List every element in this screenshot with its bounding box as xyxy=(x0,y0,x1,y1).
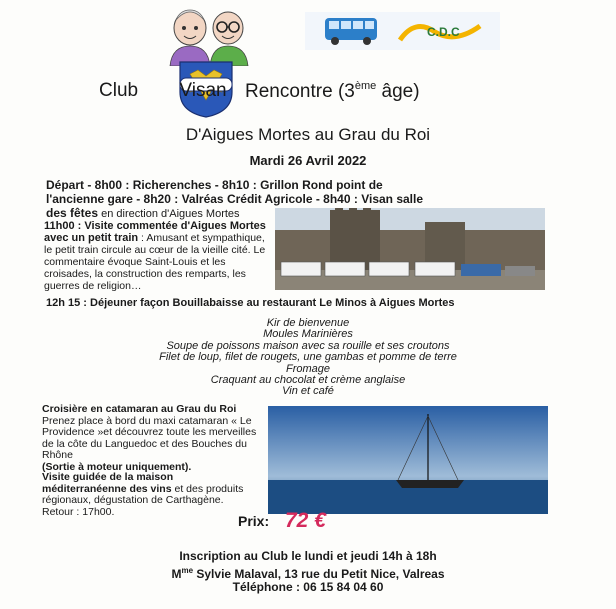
club-title xyxy=(0,78,616,108)
cruise-note: (Sortie à moteur uniquement). xyxy=(42,460,192,473)
elderly-couple-illustration xyxy=(160,6,260,66)
menu-item: Kir de bienvenue xyxy=(266,317,350,329)
menu-item: Filet de loup, filet de rougets, une gambas et pomme de terre xyxy=(159,351,457,364)
menu-item: Soupe de poissons maison avec sa rouille et ses croutons xyxy=(166,339,450,352)
menu-item: Vin et café xyxy=(282,385,334,398)
lunch-info: 12h 15 : Déjeuner façon Bouillabaisse au restaurant Le Minos à Aigues Mortes xyxy=(46,297,455,309)
train-visit-body: : Amusant et sympathique, le petit train circule au cœur de la vieille cité. Le commentaire évoque Saint-Louis et les croisades, la construction des remparts, les guerres de religion… xyxy=(44,232,266,292)
train-visit-heading: 11h00 : Visite commentée d'Aigues Mortes avec un petit train xyxy=(44,220,266,244)
aigues-mortes-train-photo xyxy=(275,208,545,290)
footer-line-2 xyxy=(0,564,616,582)
footer-phone: Téléphone : 06 15 84 04 60 xyxy=(232,580,384,594)
title-right-text: Rencontre (3 xyxy=(245,81,355,102)
title-left: Club xyxy=(99,80,139,101)
departure-line-3-note: en direction d'Aigues Mortes xyxy=(98,208,240,220)
event-subtitle: D'Aigues Mortes au Grau du Roi xyxy=(185,125,431,144)
footer-contact-title: M xyxy=(171,566,182,581)
event-date: Mardi 26 Avril 2022 xyxy=(249,153,367,168)
departure-line-2: l'ancienne gare - 8h20 : Valréas Crédit Agricole - 8h40 : Visan salle xyxy=(46,192,424,206)
price-label: Prix: xyxy=(238,513,270,529)
footer-contact-title-sup: me xyxy=(181,565,194,575)
train-visit-description xyxy=(44,220,272,292)
title-right xyxy=(245,80,420,103)
menu-item: Moules Marinières xyxy=(263,328,353,341)
cruise-heading: Croisière en catamaran au Grau du Roi xyxy=(42,403,237,415)
menu-item: Craquant au chocolat et crème anglaise xyxy=(210,374,406,387)
cdc-partner-logo xyxy=(305,12,500,50)
cruise-description xyxy=(42,404,267,474)
footer-line-1: Inscription au Club le lundi et jeudi 14h à 18h xyxy=(179,549,437,563)
price-value: 72 € xyxy=(285,509,326,532)
title-end: âge) xyxy=(376,81,420,102)
title-logo-text: Visan xyxy=(179,80,227,101)
title-superscript: ème xyxy=(354,80,377,92)
menu-item: Fromage xyxy=(285,362,331,375)
departure-line-1: Départ - 8h00 : Richerenches - 8h10 : Grillon Rond point de xyxy=(46,178,383,192)
footer-contact-address: Sylvie Malaval, 13 rue du Petit Nice, Valreas xyxy=(193,566,445,581)
catamaran-photo xyxy=(268,406,548,514)
departure-line-3-main: des fêtes xyxy=(46,206,99,220)
wine-house-body: et des produits régionaux, dégustation de Carthagène. Retour : 17h00. xyxy=(42,482,244,518)
wine-house-heading: Visite guidée de la maison méditerranéenne des vins xyxy=(42,471,174,495)
wine-house-visit xyxy=(42,472,257,518)
registration-footer xyxy=(0,550,616,595)
lunch-menu xyxy=(0,318,616,398)
cruise-body: Prenez place à bord du maxi catamaran « Le Providence »et découvrez toute les merveilles de la côte du Languedoc et des Bouches du Rhône xyxy=(42,414,257,462)
cdc-logo-text: C.D.C xyxy=(427,25,460,39)
